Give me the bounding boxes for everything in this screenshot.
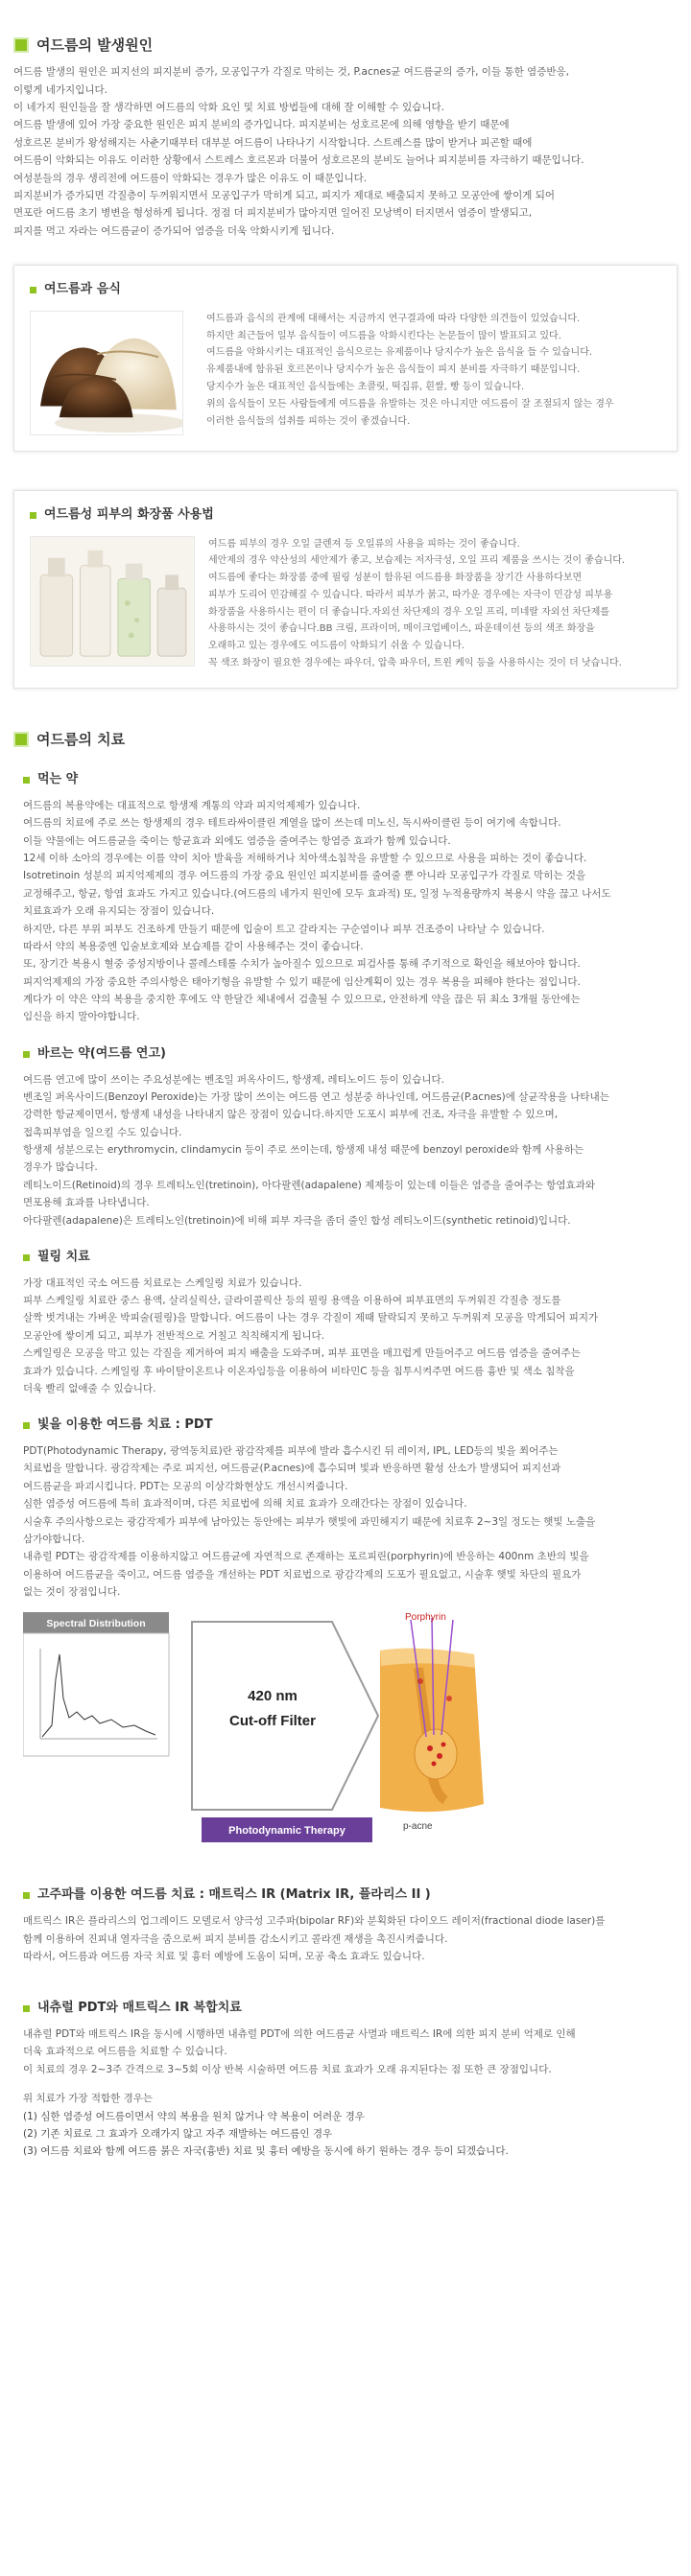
text-line: 오래하고 있는 경우에도 여드름이 악화되기 쉬울 수 있습니다. xyxy=(208,641,465,652)
text-line: 치료법을 말합니다. 광감작제는 주로 피지선, 여드름균(P.acnes)에 흡수되며 빛과 반응하면 활성 산소가 발생되어 피지선과 xyxy=(23,1463,561,1475)
peeling-heading xyxy=(23,1247,678,1269)
text-line: 여드름을 악화시키는 대표적인 음식으로는 유제품이나 당지수가 높은 음식을 들 수 있습니다. xyxy=(206,347,593,359)
text-line: 강력한 항균제이면서, 항생제 내성을 나타내지 않은 장점이 있습니다.하지만 도포시 피부에 건조, 자극을 유발할 수 있으며, xyxy=(23,1109,559,1121)
text-line: 내츄럴 PDT는 광감작제를 이용하지않고 여드름균에 자연적으로 존재하는 포르피린(porphyrin)에 반응하는 400nm 초반의 빛을 xyxy=(23,1551,589,1563)
list-item: (2) 기존 치료로 그 효과가 오래가지 않고 자주 재발하는 여드름인 경우 xyxy=(23,2127,333,2140)
porphyrin-label: Porphyrin xyxy=(405,1612,446,1624)
text-line: 피지억제제의 가장 중요한 주의사항은 태아기형을 유발할 수 있기 때문에 임산계획이 있는 경우 복용을 피해야 한다는 점입니다. xyxy=(23,975,581,988)
text-line: 면포용해 효과를 나타냅니다. xyxy=(23,1197,150,1209)
text-line: 매트릭스 IR은 플라리스의 업그레이드 모델로서 양극성 고주파(bipolar RF)와 분획화된 다이오드 레이저(fractional diode laser)를 xyxy=(23,1915,606,1928)
text-line: 하지만 최근들어 일부 음식들이 여드름을 악화시킨다는 논문들이 많이 발표되고 있다. xyxy=(206,330,561,341)
topical-subsection xyxy=(13,1043,678,1229)
green-square-icon xyxy=(23,1892,30,1899)
text-line: 성호르몬 분비가 왕성해지는 사춘기때부터 대부분 여드름이 나타나기 시작합니다. 스트레스를 많이 받거나 피곤할 때에 xyxy=(13,136,533,149)
text-line: 유제품내에 함유된 호르몬이나 당지수가 높은 음식들이 피지 분비를 자극하기 때문입니다. xyxy=(206,364,581,376)
list-item: (1) 심한 염증성 여드름이면서 약의 복용을 원치 않거나 약 복용이 어려운 경우 xyxy=(23,2110,365,2122)
skin-illustration xyxy=(380,1618,484,1812)
text-line: 이들 약물에는 여드름균을 죽이는 항균효과 외에도 염증을 줄여주는 항염증 효과가 함께 있습니다. xyxy=(23,834,451,847)
text-line: 더욱 빨리 없애줄 수 있습니다. xyxy=(23,1382,156,1394)
text-line: 교정해주고, 항균, 항염 효과도 가지고 있습니다.(여드름의 네가지 원인에 모두 효과적) 또, 일정 누적용량까지 복용시 약을 끊고 나서도 xyxy=(23,887,611,900)
text-line: 여드름 피부의 경우 오일 클렌져 등 오일류의 사용을 피하는 것이 좋습니다. xyxy=(208,538,520,550)
text-line: 벤조일 퍼옥사이드(Benzoyl Peroxide)는 가장 많이 쓰이는 여드름 연고 성분중 하나인데, 여드름균(P.acnes)에 살균작용을 나타내는 xyxy=(23,1090,609,1103)
cause-text xyxy=(13,63,678,240)
chocolate-image xyxy=(30,311,183,435)
text-line: 꼭 색조 화장이 필요한 경우에는 파우더, 압축 파우더, 트윈 케익 등을 사용하시는 것이 더 낫습니다. xyxy=(208,658,622,669)
pdt-heading xyxy=(23,1415,678,1437)
text-line: 따라서 약의 복용중엔 입술보호제와 보습제를 같이 사용해주는 것이 좋습니다. xyxy=(23,940,364,952)
text-line: Isotretinoin 성분의 피지억제제의 경우 여드름의 가장 중요 원인인 피지분비를 줄여줄 뿐 아니라 모공입구가 각질로 막히는 것을 xyxy=(23,870,586,882)
text-line: 항생제 성분으로는 erythromycin, clindamycin 등이 주로 쓰이는데, 항생제 내성 때문에 benzoyl peroxide와 함께 사용하는 xyxy=(23,1144,584,1156)
combo-subsection xyxy=(13,1998,678,2160)
text-line: 시술후 주의사항으로는 광감작제가 피부에 남아있는 동안에는 피부가 햇빛에 과민해지기 때문에 치료후 2~3일 정도는 햇빛 노출을 xyxy=(23,1515,596,1528)
text-line: 12세 이하 소아의 경우에는 이를 약이 치아 발육을 저해하거나 치아색소침착을 유발할 수 있으므로 사용을 피하는 것이 좋습니다. xyxy=(23,853,587,864)
text-line: 세안제의 경우 약산성의 세안제가 좋고, 보습제는 저자극성, 오일 프리 제품을 쓰시는 것이 좋습니다. xyxy=(208,555,626,567)
topical-heading xyxy=(23,1043,678,1066)
cosmetics-heading xyxy=(30,504,661,527)
text-line: 여성분들의 경우 생리전에 여드름이 악화되는 경우가 많은 이유도 이 때문입니다. xyxy=(13,172,368,184)
topical-title: 바르는 약(여드름 연고) xyxy=(37,1045,166,1061)
text-line: 심한 염증성 여드름에 특히 효과적이며, 다른 치료법에 의해 치료 효과가 오래간다는 장점이 있습니다. xyxy=(23,1498,467,1510)
treatment-heading xyxy=(13,727,678,752)
text-line: 여드름과 음식의 관계에 대해서는 지금까지 연구결과에 따라 다양한 의견들이 있었습니다. xyxy=(206,313,581,324)
green-square-icon xyxy=(30,287,36,293)
text-line: 이용하여 여드름균을 죽이고, 여드름 염증을 개선하는 PDT 치료법으로 광감각제의 도포가 필요없고, 시술후 햇빛 차단의 필요가 xyxy=(23,1568,582,1581)
text-line: 여드름의 복용약에는 대표적으로 항생제 계통의 약과 피지억제제가 있습니다. xyxy=(23,799,361,811)
text-line: 가장 대표적인 국소 여드름 치료로는 스케일링 치료가 있습니다. xyxy=(23,1276,302,1289)
text-line: 당지수가 높은 대표적인 음식들에는 초콜릿, 떡집류, 흰쌀, 빵 등이 있습니다. xyxy=(206,381,525,392)
text-line: 이 네가지 원인들을 잘 생각하면 여드름의 악화 요인 및 치료 방법들에 대해 잘 이해할 수 있습니다. xyxy=(13,102,444,113)
pdt-subsection xyxy=(13,1415,678,1852)
oral-title: 먹는 약 xyxy=(37,772,79,787)
text-line: 계다가 이 약은 약의 복용을 중지한 후에도 약 한달간 체내에서 검출될 수 있으므로, 안전하게 약을 끊은 뒤 최소 3개월 동안에는 xyxy=(23,994,581,1005)
green-square-icon xyxy=(13,37,29,53)
text-line: 이 치료의 경우 2~3주 간격으로 3~5회 이상 반복 시술하면 여드름 치료 효과가 오래 유지된다는 점 또한 큰 장점입니다. xyxy=(23,2063,552,2075)
list-intro: 위 치료가 가장 적합한 경우는 xyxy=(23,2093,154,2105)
food-heading xyxy=(30,279,661,301)
text-line: 사용하시는 것이 좋습니다.BB 크림, 프라이머, 메이크업베이스, 파운데이션 등의 색조 화장을 xyxy=(208,623,595,635)
text-line: 내츄럴 PDT와 매트릭스 IR을 동시에 시행하면 내츄럴 PDT에 의한 여드름균 사멸과 매트릭스 IR에 의한 피지 분비 억제로 인해 xyxy=(23,2028,576,2040)
text-line: 살짝 벗겨내는 가벼운 박피술(필링)을 말합니다. 여드름이 나는 경우 각질이 제때 탈락되지 못하고 두꺼워져 모공을 막게되어 피지가 xyxy=(23,1312,599,1324)
cause-heading xyxy=(13,33,678,58)
text-line: 피부 스케일링 치료란 중스 용액, 살리실릭산, 글라이콜릭산 등의 필링 용액을 이용하여 피부표면의 두꺼워진 각질층 정도를 xyxy=(23,1295,561,1306)
text-line: 피지분비가 증가되면 각질층이 두꺼워지면서 모공입구가 막히게 되고, 피지가 제대로 배출되지 못하고 모공안에 쌓이게 되어 xyxy=(13,189,556,201)
text-line: 화장품을 사용하시는 편이 더 좋습니다.자외선 차단제의 경우 오일 프리, 미네랄 자외선 차단제를 xyxy=(208,606,610,618)
matrix-heading xyxy=(23,1885,678,1907)
pdt-figure xyxy=(23,1612,503,1852)
text-line: 치료효과가 오래 유지되는 장점이 있습니다. xyxy=(23,905,215,918)
text-line: 피지를 먹고 자라는 여드름균이 증가되어 염증을 더욱 악화시키게 됩니다. xyxy=(13,224,335,237)
text-line: 스케일링은 모공을 막고 있는 각질을 제거하여 피지 배출을 도와주며, 피부 표면을 매끄럽게 만들어주고 여드름 염증을 줄여주는 xyxy=(23,1347,581,1360)
text-line: 함께 이용하여 진피내 열자극을 줌으로써 피지 분비를 감소시키고 콜라겐 재생을 촉진시켜줍니다. xyxy=(23,1932,448,1945)
spectral-panel xyxy=(23,1633,169,1756)
text-line: 없는 것이 장점입니다. xyxy=(23,1586,121,1598)
text-line: 따라서, 여드름과 여드름 자국 치료 및 흉터 예방에 도움이 되며, 모공 축소 효과도 있습니다. xyxy=(23,1950,425,1962)
food-box xyxy=(13,265,678,452)
green-square-icon xyxy=(13,732,29,747)
therapy-label: Photodynamic Therapy xyxy=(228,1825,346,1838)
pdt-text xyxy=(13,1442,678,1601)
matrix-title: 고주파를 이용한 여드름 치료 : 매트릭스 IR (Matrix IR, 플라리스 II ) xyxy=(37,1887,431,1903)
text-line: 여드름 발생에 있어 가장 중요한 원인은 피지 분비의 증가입니다. 피지분비는 성호르몬에 의해 영향을 받기 때문에 xyxy=(13,119,510,131)
green-square-icon xyxy=(23,1422,30,1429)
text-line: 여드름 연고에 많이 쓰이는 주요성분에는 벤조일 퍼옥사이드, 항생제, 레티노이드 등이 있습니다. xyxy=(23,1073,444,1086)
combo-title: 내츄럴 PDT와 매트릭스 IR 복합치료 xyxy=(37,2001,242,2016)
peeling-title: 필링 치료 xyxy=(37,1249,90,1264)
cause-section xyxy=(13,33,678,240)
food-text xyxy=(206,311,614,435)
treatment-title: 여드름의 치료 xyxy=(36,730,126,748)
pdt-title: 빛을 이용한 여드름 치료 : PDT xyxy=(37,1417,213,1433)
oral-text xyxy=(13,797,678,1026)
text-line: 피부가 도리어 민감해질 수 있습니다. 따라서 피부가 붉고, 따가운 경우에는 자극이 민감성 피부용 xyxy=(208,589,613,600)
text-line: 모공안에 쌓이게 되고, 피부가 전반적으로 거칠고 칙칙해지게 됩니다. xyxy=(23,1329,325,1342)
combo-text xyxy=(13,2026,678,2161)
green-square-icon xyxy=(23,1254,30,1261)
text-line: 위의 음식들이 모든 사람들에게 여드름을 유발하는 것은 아니지만 여드름이 잘 조절되지 않는 경우 xyxy=(206,398,614,410)
oral-subsection xyxy=(13,769,678,1026)
text-line: 이러한 음식들의 섭취를 피하는 것이 좋겠습니다. xyxy=(206,415,411,427)
text-line: 여드름의 치료에 주로 쓰는 항생제의 경우 테트라싸이클린 계열을 많이 쓰는데 미노신, 독시싸이클린 등이 여기에 속합니다. xyxy=(23,817,561,830)
text-line: 접촉피부염을 일으킬 수도 있습니다. xyxy=(23,1126,182,1138)
text-line: 여드름 발생의 원인은 피지선의 피지분비 증가, 모공입구가 각질로 막히는 것, P.acnes균 여드름균의 증가, 이들 통한 염증반응, xyxy=(13,66,569,79)
green-square-icon xyxy=(23,1051,30,1058)
text-line: 아다팔렌(adapalene)은 트레티노인(tretinoin)에 비해 피부 자극을 좀더 줄인 합성 레티노이드(synthetic retinoid)입니다. xyxy=(23,1214,571,1227)
filter-wavelength: 420 nm xyxy=(248,1688,298,1705)
text-line: 효과가 있습니다. 스케일링 후 바이탈이온트나 이온자임등을 이용하여 비타민C 등을 침투시켜주면 여드름 흉반 및 색소 침착을 xyxy=(23,1365,575,1377)
list-item: (3) 여드름 치료와 함께 여드름 붉은 자국(흉반) 치료 및 흉터 예방을 동시에 하기 원하는 경우 등이 되겠습니다. xyxy=(23,2145,509,2158)
peeling-text xyxy=(13,1275,678,1398)
text-line: 면포란 여드름 초기 병변을 형성하게 됩니다. 정점 더 피지분비가 많아지면 일어진 모낭벽이 터지면서 염증이 발생되고, xyxy=(13,207,533,220)
text-line: 여드름이 악화되는 이유도 이러한 상황에서 스트레스 호르몬과 더불어 성호르몬의 분비도 늘어나 피지분비를 자극하기 때문입니다. xyxy=(13,154,584,167)
filter-name: Cut-off Filter xyxy=(229,1713,316,1730)
text-line: 더욱 효과적으로 여드름을 치료할 수 있습니다. xyxy=(23,2046,227,2058)
green-square-icon xyxy=(30,512,36,519)
combo-heading xyxy=(23,1998,678,2020)
text-line: 하지만, 다른 부위 피부도 건조하게 만들기 때문에 입술이 트고 갈라지는 구순염이나 피부 건조증이 나타날 수 있습니다. xyxy=(23,923,545,935)
text-line: PDT(Photodynamic Therapy, 광역동치료)란 광감작제를 피부에 발라 흡수시킨 뒤 레이저, IPL, LED등의 빛을 쬐어주는 xyxy=(23,1445,559,1457)
text-line: 이렇게 네가지입니다. xyxy=(13,83,107,96)
cosmetics-box xyxy=(13,490,678,689)
spectral-label: Spectral Distribution xyxy=(46,1618,146,1630)
matrix-subsection xyxy=(13,1885,678,1965)
oral-heading xyxy=(23,769,678,791)
text-line: 여드름에 좋다는 화장품 중에 필링 성분이 함유된 여드름용 화장품을 장기간 사용하다보면 xyxy=(208,573,583,584)
cosmetic-bottles-image xyxy=(30,536,195,667)
cause-title: 여드름의 발생원인 xyxy=(36,36,154,54)
topical-text xyxy=(13,1071,678,1229)
matrix-text xyxy=(13,1912,678,1965)
text-line: 여드름균을 파괴시킵니다. PDT는 모공의 이상각화현상도 개선시켜줍니다. xyxy=(23,1480,348,1492)
green-square-icon xyxy=(23,2005,30,2012)
treatment-section xyxy=(13,727,678,2161)
text-line: 레티노이드(Retinoid)의 경우 트레티노인(tretinoin), 아다팔렌(adapalene) 제제등이 있는데 이들은 염증을 줄여주는 항염효과와 xyxy=(23,1179,595,1191)
text-line: 삼가야합니다. xyxy=(23,1533,85,1545)
pacne-label: p-acne xyxy=(403,1821,433,1833)
food-title: 여드름과 음식 xyxy=(44,282,121,296)
text-line: 임신을 하지 말아야합니다. xyxy=(23,1011,140,1023)
cosmetics-text xyxy=(208,536,625,672)
suitable-cases-list xyxy=(23,2108,678,2161)
peeling-subsection xyxy=(13,1247,678,1397)
text-line: 또, 장기간 복용시 혈중 중성지방이나 콜레스테롤 수치가 높아질수 있으므로 피검사를 통해 주기적으로 확인을 해보아야 합니다. xyxy=(23,958,581,971)
green-square-icon xyxy=(23,777,30,784)
cosmetics-title: 여드름성 피부의 화장품 사용법 xyxy=(44,506,214,522)
text-line: 경우가 많습니다. xyxy=(23,1161,98,1174)
